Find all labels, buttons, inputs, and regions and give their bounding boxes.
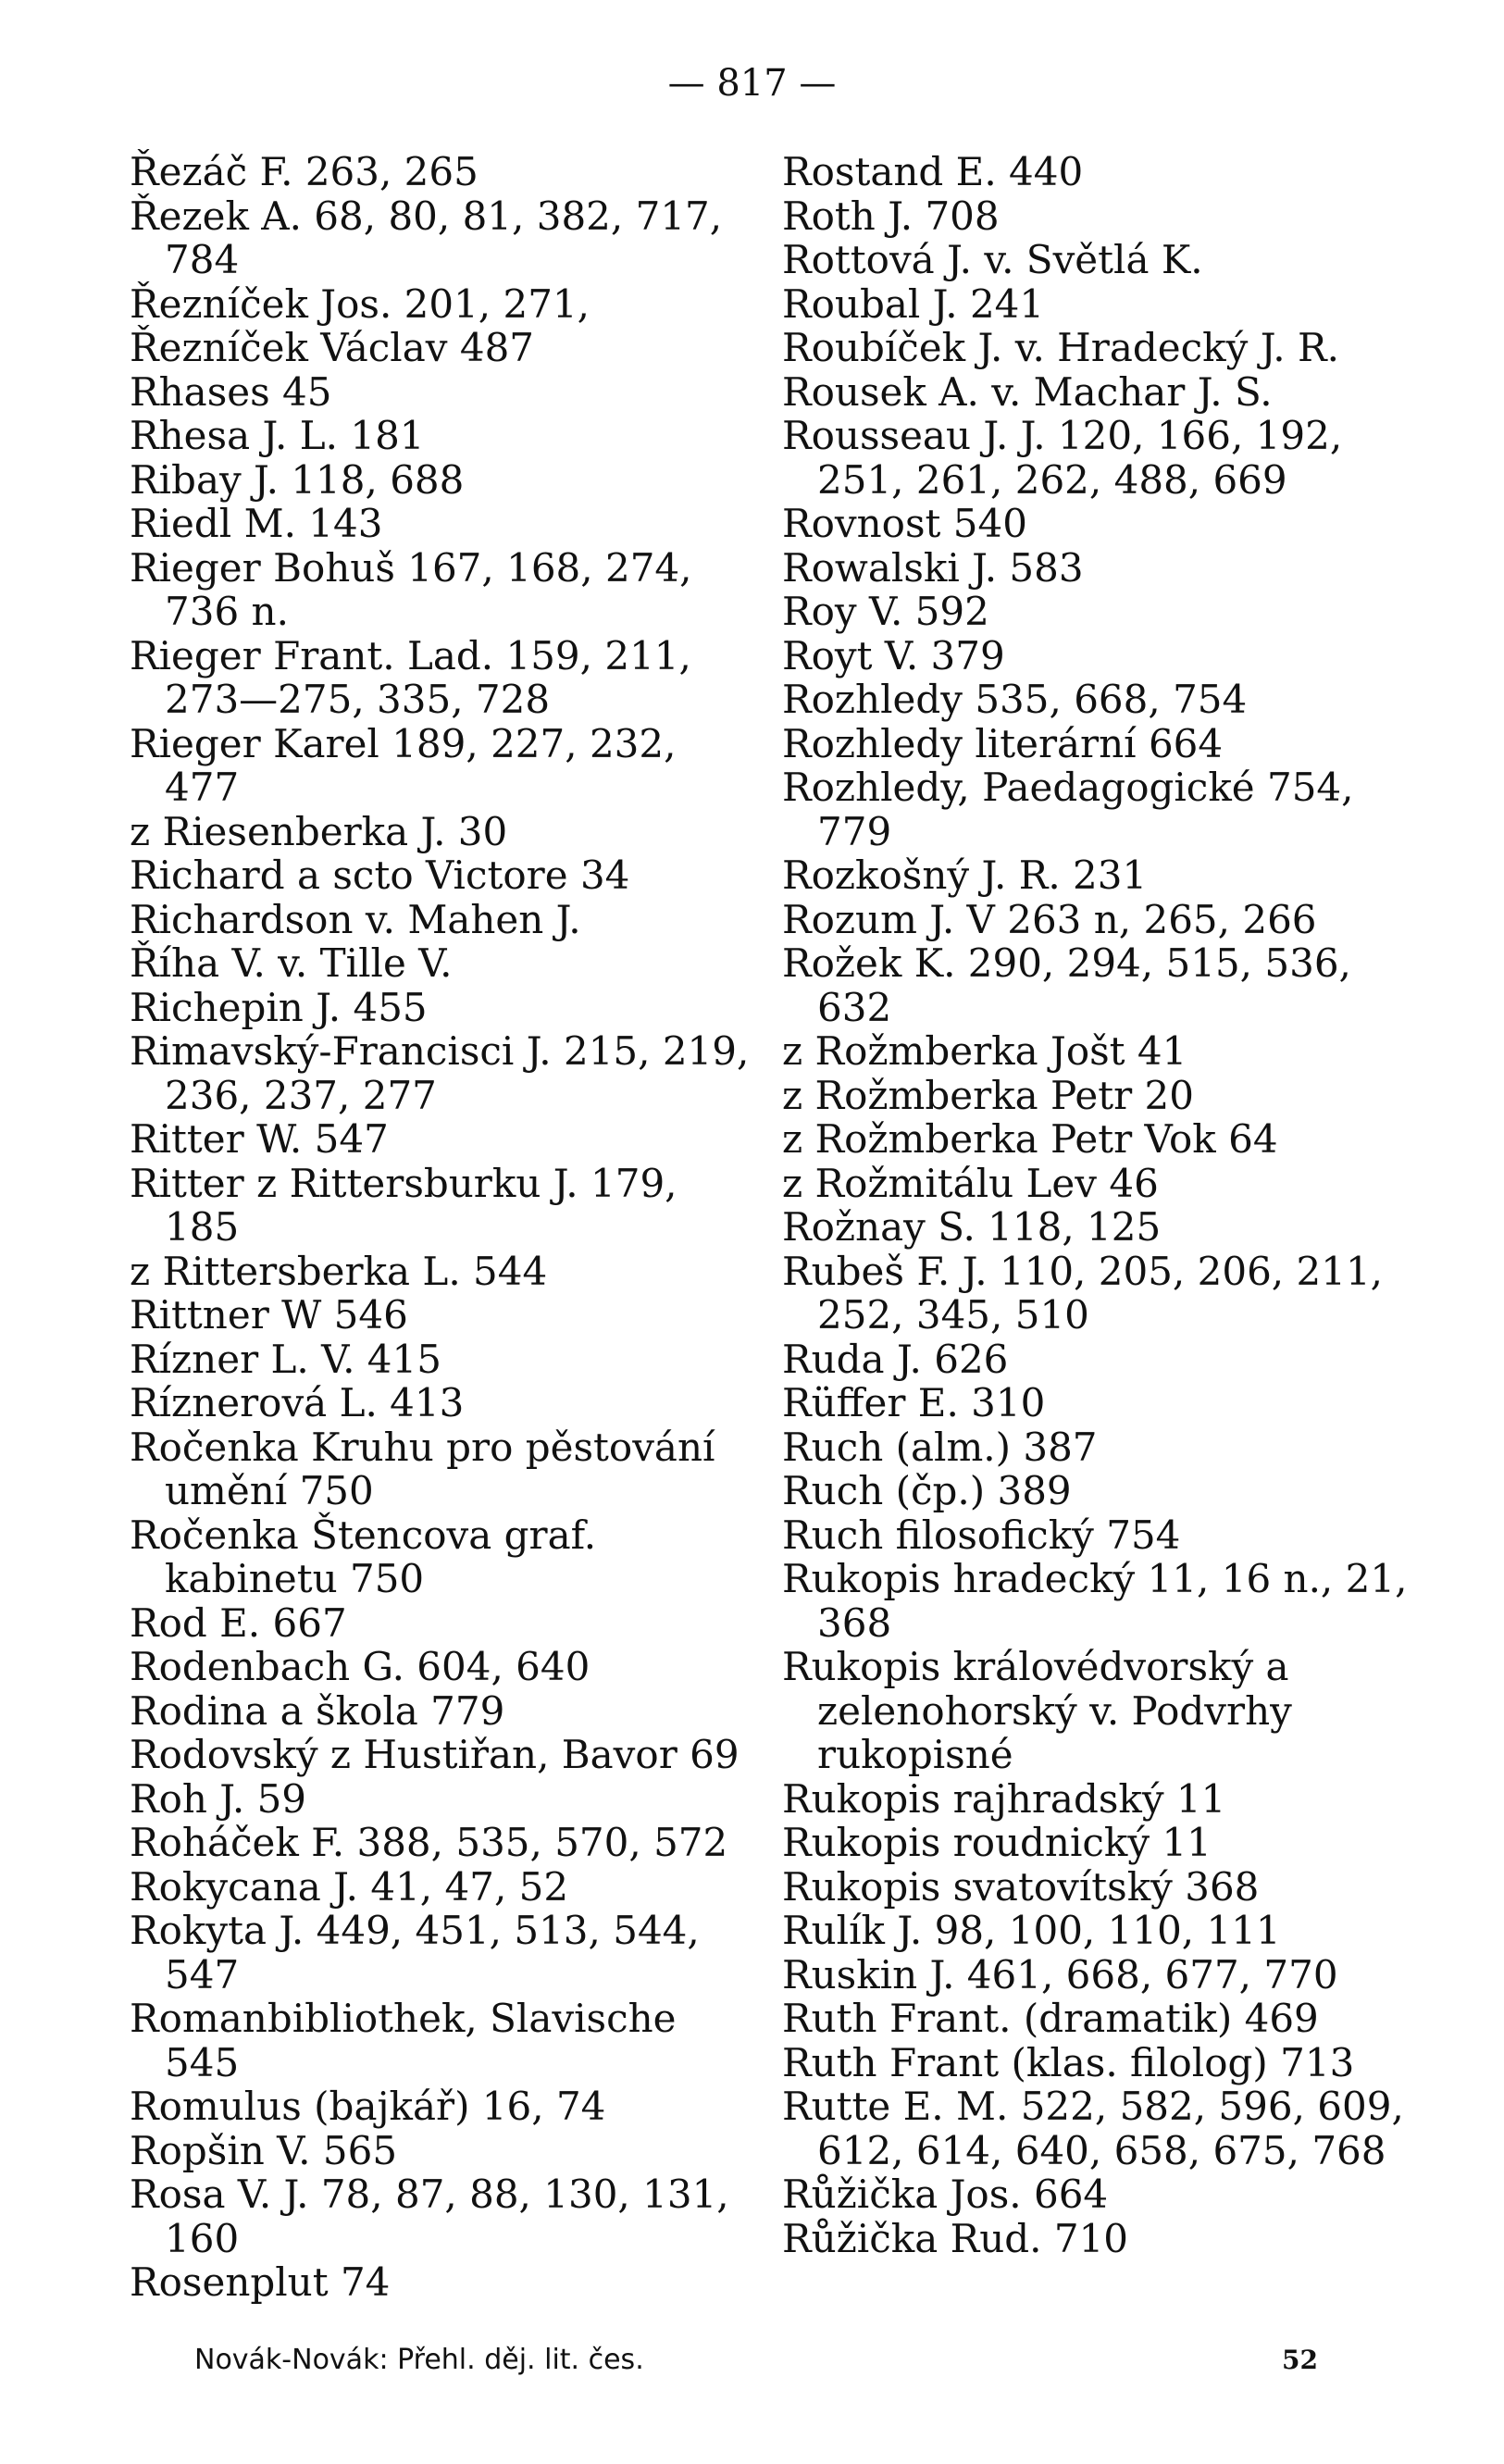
index-entry: Rieger Frant. Lad. 159, 211, 273—275, 335, 728 (130, 632, 691, 722)
index-entry: Rokyta J. 449, 451, 513, 544, 547 (130, 1908, 700, 1997)
index-entry: Rieger Karel 189, 227, 232, 477 (130, 720, 677, 810)
index-entry: Royt V. 379 (782, 632, 1005, 678)
index-entry: Ruda J. 626 (782, 1336, 1009, 1382)
index-entry: Rodenbach G. 604, 640 (130, 1644, 590, 1689)
index-entry: Richardson v. Mahen J. (130, 896, 581, 942)
index-entry: Ritter z Rittersburku J. 179, 185 (130, 1160, 677, 1250)
index-entry: Rosenplut 74 (130, 2259, 391, 2305)
index-entry: Rozkošný J. R. 231 (782, 852, 1148, 898)
index-entry: Ruth Frant. (dramatik) 469 (782, 1996, 1319, 2041)
index-entry: Rhases 45 (130, 368, 332, 415)
index-entry: Rokycana J. 41, 47, 52 (130, 1863, 569, 1910)
index-entry: Ruch (alm.) 387 (782, 1424, 1098, 1470)
index-entry: Richard a scto Victore 34 (130, 852, 630, 898)
index-entry: Rieger Bohuš 167, 168, 274, 736 n. (130, 544, 692, 634)
index-entry: Rožnay S. 118, 125 (782, 1204, 1162, 1250)
index-entry: Rousek A. v. Machar J. S. (782, 368, 1273, 415)
index-entry: Ruskin J. 461, 668, 677, 770 (782, 1951, 1338, 1997)
index-entry: Rukopis hradecký 11, 16 n., 21, 368 (782, 1556, 1408, 1646)
index-entry: Roubíček J. v. Hradecký J. R. (782, 325, 1339, 370)
index-entry: Rüffer E. 310 (782, 1380, 1046, 1425)
index-entry: Ribay J. 118, 688 (130, 456, 465, 503)
index-entry: Rukopis svatovítský 368 (782, 1863, 1260, 1910)
index-entry: Rízner L. V. 415 (130, 1336, 441, 1382)
index-entry: z Rožmberka Jošt 41 (782, 1028, 1187, 1074)
index-entry: Romulus (bajkář) 16, 74 (130, 2084, 606, 2129)
index-entry: Rottová J. v. Světlá K. (782, 237, 1203, 282)
index-entry: z Rožmitálu Lev 46 (782, 1160, 1159, 1206)
index-entry: z Riesenberka J. 30 (130, 808, 508, 854)
index-entry: Rimavský-Francisci J. 215, 219, 236, 237, 277 (130, 1028, 750, 1118)
index-entry: Ropšin V. 565 (130, 2127, 398, 2173)
index-entry: Rutte E. M. 522, 582, 596, 609, 612, 614, 640, 658, 675, 768 (782, 2084, 1404, 2173)
index-entry: Řezáč F. 263, 265 (130, 149, 479, 194)
index-entry: Roháček F. 388, 535, 570, 572 (130, 1820, 728, 1865)
index-entry: Rodovský z Hustiřan, Bavor 69 (130, 1732, 740, 1777)
index-entry: Ročenka Štencova graf. kabinetu 750 (130, 1512, 597, 1601)
index-entry: Rodina a škola 779 (130, 1687, 505, 1734)
index-entry: Roy V. 592 (782, 589, 989, 634)
index-entry: Rovnost 540 (782, 501, 1027, 546)
index-entry: Říha V. v. Tille V. (130, 940, 453, 986)
index-entry: Riedl M. 143 (130, 501, 383, 546)
index-entry: Růžička Jos. 664 (782, 2172, 1109, 2217)
index-entry: Rittner W 546 (130, 1292, 408, 1338)
index-entry: Rozhledy literární 664 (782, 720, 1224, 766)
left-index-column (130, 150, 759, 2305)
index-entry: Rozhledy 535, 668, 754 (782, 677, 1248, 722)
index-entry: Rozhledy, Paedagogické 754, 779 (782, 765, 1354, 854)
page-number: — 817 — (667, 62, 837, 105)
index-entry: z Rožmberka Petr 20 (782, 1072, 1194, 1118)
index-entry: Rostand E. 440 (782, 149, 1084, 194)
index-entry: Rulík J. 98, 100, 110, 111 (782, 1908, 1281, 1953)
index-entry: Rozum J. V 263 n, 265, 266 (782, 896, 1317, 942)
page-footer (194, 2342, 1318, 2379)
index-entry: Růžička Rud. 710 (782, 2215, 1129, 2261)
footer-source: Novák-Novák: Přehl. děj. lit. čes. (194, 2344, 644, 2376)
index-entry: Řezek A. 68, 80, 81, 382, 717, 784 (130, 193, 723, 282)
index-entry: z Rožmberka Petr Vok 64 (782, 1116, 1278, 1162)
index-entry: Rukopis rajhradský 11 (782, 1775, 1226, 1822)
index-entry: Řezníček Jos. 201, 271, (130, 280, 590, 327)
index-entry: Rosa V. J. 78, 87, 88, 130, 131, 160 (130, 2172, 729, 2261)
index-entry: Ruch filosofický 754 (782, 1512, 1181, 1558)
right-index-column (782, 150, 1411, 2260)
index-entry: Ritter W. 547 (130, 1116, 389, 1162)
index-entry: Rukopis roudnický 11 (782, 1820, 1212, 1865)
index-entry: Roth J. 708 (782, 193, 1000, 239)
index-entry: Rod E. 667 (130, 1599, 347, 1646)
index-entry: Rožek K. 290, 294, 515, 536, 632 (782, 940, 1351, 1030)
index-entry: Rhesa J. L. 181 (130, 413, 425, 458)
index-entry: Romanbibliothek, Slavische 545 (130, 1996, 677, 2085)
index-entry: Rukopis královédvorský a zelenohorský v. Podvrhy rukopisné (782, 1644, 1292, 1777)
index-entry: Rousseau J. J. 120, 166, 192, 251, 261, 262, 488, 669 (782, 413, 1343, 503)
index-entry: Rowalski J. 583 (782, 544, 1084, 591)
index-entry: z Rittersberka L. 544 (130, 1248, 548, 1294)
index-entry: Roubal J. 241 (782, 280, 1045, 327)
index-entry: Richepin J. 455 (130, 984, 428, 1030)
index-entry: Ríznerová L. 413 (130, 1380, 465, 1425)
index-entry: Rubeš F. J. 110, 205, 206, 211, 252, 345, 510 (782, 1248, 1384, 1338)
index-entry: Řezníček Václav 487 (130, 325, 535, 370)
index-entry: Ročenka Kruhu pro pěstování umění 750 (130, 1424, 715, 1513)
footer-signature: 52 (1282, 2345, 1318, 2375)
index-entry: Ruth Frant (klas. filolog) 713 (782, 2039, 1355, 2085)
index-entry: Roh J. 59 (130, 1775, 307, 1822)
index-entry: Ruch (čp.) 389 (782, 1468, 1072, 1513)
